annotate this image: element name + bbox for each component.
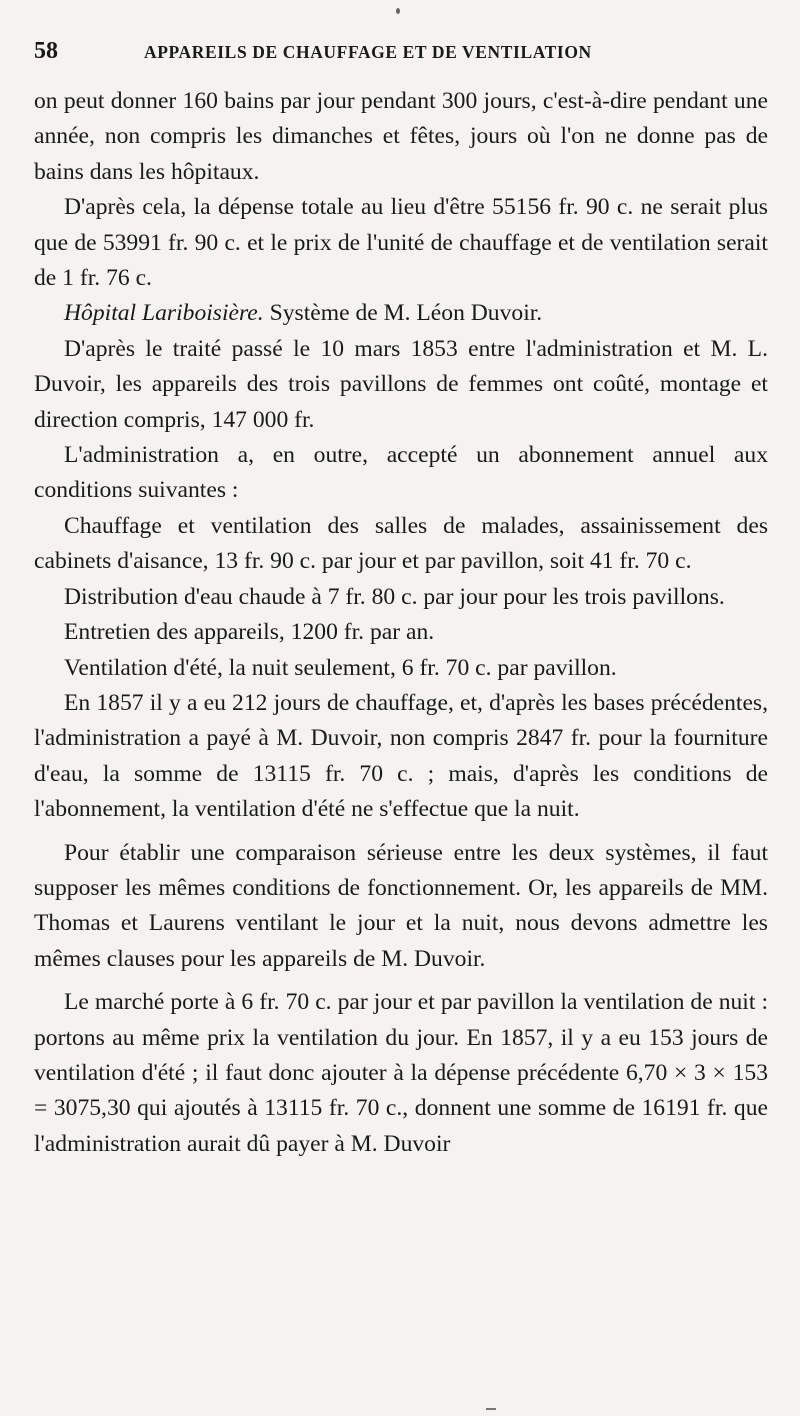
paragraph-6: Chauffage et ventilation des salles de malades, assainissement des cabinets d'aisance, 13 fr. 90 c. par jour et par pavillon, soit 41 fr. 70 c. — [34, 512, 768, 575]
page-number: 58 — [34, 38, 58, 64]
paragraph-10: En 1857 il y a eu 212 jours de chauffage, et, d'après les bases précédentes, l'administration a payé à M. Duvoir, non compris 2847 fr. pour la fourniture d'eau, la somme de 13115 fr. 70 c. ; mais, d'après les conditions de l'abonnement, la ventilation d'été ne s'effectue que la nuit. — [34, 689, 768, 823]
running-title: APPAREILS DE CHAUFFAGE ET DE VENTILATION — [144, 42, 592, 62]
section-heading-paragraph — [34, 296, 768, 331]
paragraph-4: D'après le traité passé le 10 mars 1853 entre l'administration et M. L. Duvoir, les appareils des trois pavillons de femmes ont coûté, montage et direction compris, 147 000 fr. — [34, 335, 768, 433]
bottom-mark — [486, 1408, 496, 1410]
paragraph-12: Le marché porte à 6 fr. 70 c. par jour et par pavillon la ventilation de nuit : portons au même prix la ventilation du jour. En 1857, il y a eu 153 jours de ventilation d'été ; il faut donc ajouter à la dépense précédente 6,70 × 3 × 153 = 3075,30 qui ajoutés à 13115 fr. 70 c., donnent une somme de 16191 fr. que l'administration aurait dû payer à M. Duvoir — [34, 989, 768, 1157]
hospital-heading: Hôpital Lariboisière. — [64, 300, 264, 327]
top-ornament-dot — [396, 8, 400, 14]
paragraph-7: Distribution d'eau chaude à 7 fr. 80 c. par jour pour les trois pavillons. — [64, 583, 725, 610]
paragraph-8: Entretien des appareils, 1200 fr. par an. — [64, 619, 435, 646]
page-header — [34, 38, 760, 72]
paragraph-11: Pour établir une comparaison sérieuse entre les deux systèmes, il faut supposer les mêmes conditions de fonctionnement. Or, les appareils de MM. Thomas et Laurens ventilant le jour et la nuit, nous devons admettre les mêmes clauses pour les appareils de M. Duvoir. — [34, 839, 768, 972]
page-body — [34, 84, 768, 1162]
paragraph-5: L'administration a, en outre, accepté un abonnement annuel aux conditions suivantes : — [34, 442, 768, 504]
system-title: Système de M. Léon Duvoir. — [269, 300, 543, 327]
paragraph-1: on peut donner 160 bains par jour pendant 300 jours, c'est-à-dire pendant une année, non compris les dimanches et fêtes, jours où l'on ne donne pas de bains dans les hôpitaux. — [34, 88, 768, 185]
paragraph-9: Ventilation d'été, la nuit seulement, 6 fr. 70 c. par pavillon. — [64, 654, 617, 681]
paragraph-2: D'après cela, la dépense totale au lieu d'être 55156 fr. 90 c. ne serait plus que de 53991 fr. 90 c. et le prix de l'unité de chauffage et de ventilation serait de 1 fr. 76 c. — [34, 194, 768, 292]
